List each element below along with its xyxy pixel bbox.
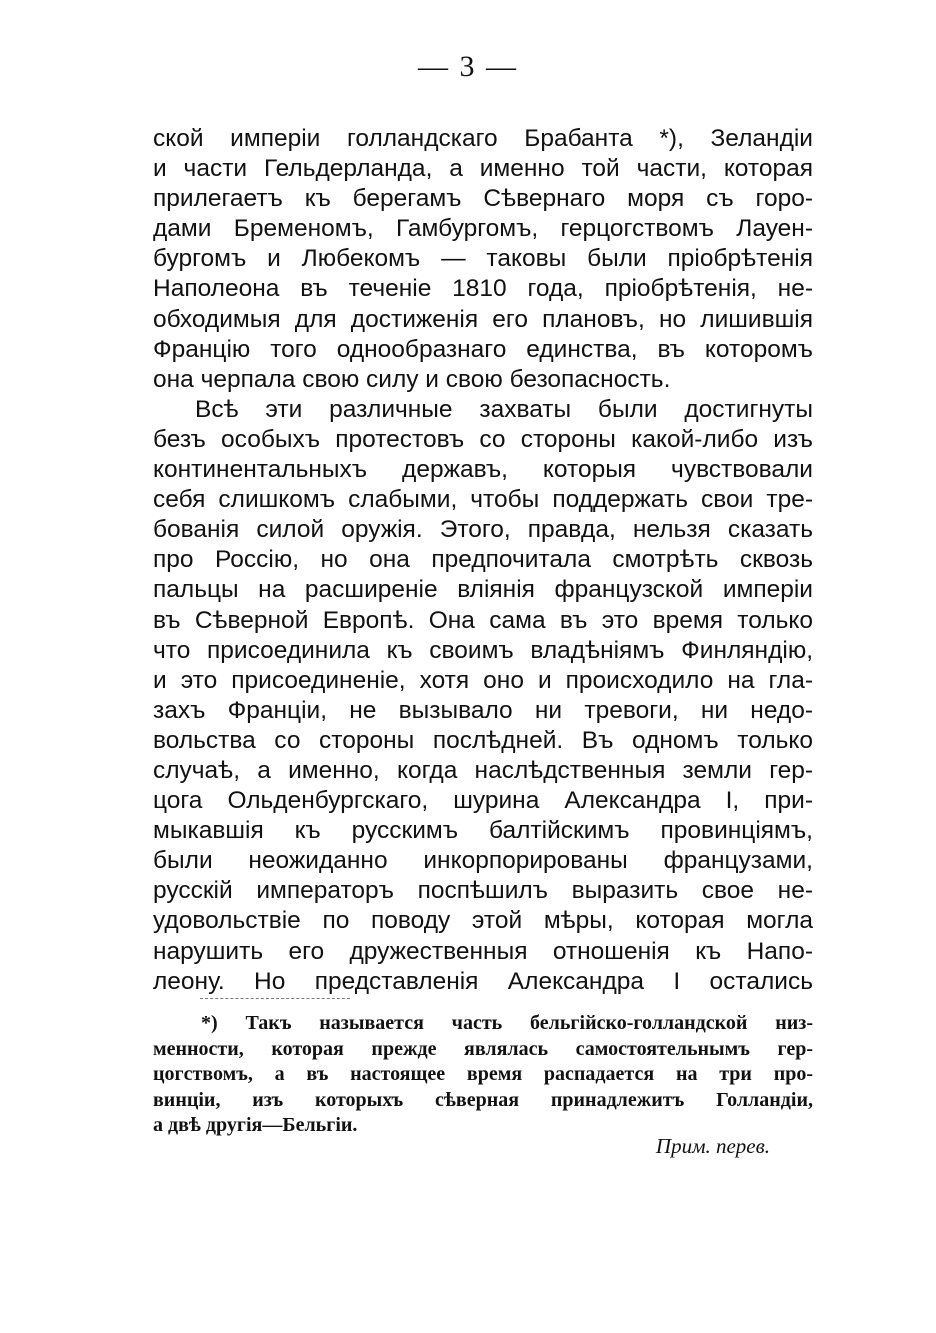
paragraph-start-line: Всѣ эти различные захваты были достигнуты — [195, 395, 813, 423]
page-number: — 3 — — [418, 50, 518, 83]
text-line: пальцы на расширеніе вліянія французской имперіи — [153, 576, 813, 604]
text-line: бургомъ и Любекомъ — таковы были пріобрѣтенія — [153, 245, 813, 273]
text-line: были неожиданно инкорпорированы французами, — [153, 847, 813, 875]
footnote-line: винціи, изъ которыхъ сѣверная принадлежитъ Голландіи, — [153, 1088, 813, 1111]
text-line: дами Бременомъ, Гамбургомъ, герцогствомъ Лауен- — [153, 215, 813, 243]
text-line: и части Гельдерланда, а именно той части, которая — [153, 155, 813, 183]
footnote-line: менности, которая прежде являлась самостоятельнымъ гер- — [153, 1037, 813, 1060]
text-line: что присоединила къ своимъ владѣніямъ Финляндію, — [153, 636, 813, 664]
footnote-separator — [200, 998, 350, 999]
text-line: и это присоединеніе, хотя оно и происходило на гла- — [153, 666, 813, 694]
text-line: нарушить его дружественныя отношенія къ Напо- — [153, 937, 813, 965]
text-line: цога Ольденбургскаго, шурина Александра I, при- — [153, 787, 813, 815]
text-line: русскій императоръ поспѣшилъ выразить свое не- — [153, 877, 813, 905]
text-line: захъ Франціи, не вызывало ни тревоги, ни недо- — [153, 696, 813, 724]
text-line: случаѣ, а именно, когда наслѣдственныя земли гер- — [153, 756, 813, 784]
text-line: бованія силой оружія. Этого, правда, нельзя сказать — [153, 516, 813, 544]
footnote-line: цогствомъ, а въ настоящее время распадается на три про- — [153, 1063, 813, 1085]
text-line: континентальныхъ державъ, которыя чувствовали — [153, 456, 813, 484]
text-line: прилегаетъ къ берегамъ Сѣвернаго моря съ горо- — [153, 185, 813, 213]
body-text — [153, 124, 813, 997]
text-line: удовольствіе по поводу этой мѣры, которая могла — [153, 907, 813, 935]
text-line: Францію того однообразнаго единства, въ которомъ — [153, 335, 813, 363]
text-line: леону. Но представленія Александра I остались — [153, 967, 813, 995]
text-line: про Россію, но она предпочитала смотрѣть сквозь — [153, 546, 813, 574]
text-line: обходимыя для достиженія его плановъ, но лишившія — [153, 305, 813, 333]
text-line: вольства со стороны послѣдней. Въ одномъ только — [153, 726, 813, 754]
text-line: Наполеона въ теченіе 1810 года, пріобрѣтенія, не- — [153, 275, 813, 303]
text-line: себя слишкомъ слабыми, чтобы поддержать свои тре- — [153, 486, 813, 514]
text-line: мыкавшія къ русскимъ балтійскимъ провинціямъ, — [153, 817, 813, 845]
text-line: ской имперіи голландскаго Брабанта *), Зеландіи — [153, 125, 813, 152]
footnote-line: а двѣ другія—Бельгіи. — [153, 1114, 358, 1136]
footnote-line: *) Такъ называется часть бельгійско-голландской низ- — [201, 1012, 813, 1034]
footnote — [153, 1011, 813, 1139]
translator-note-signature: Прим. перев. — [655, 1134, 770, 1158]
text-line: въ Сѣверной Европѣ. Она сама въ это время только — [153, 606, 813, 634]
text-line: она черпала свою силу и свою безопасность. — [153, 365, 671, 393]
text-line: безъ особыхъ протестовъ со стороны какой-либо изъ — [153, 425, 813, 453]
